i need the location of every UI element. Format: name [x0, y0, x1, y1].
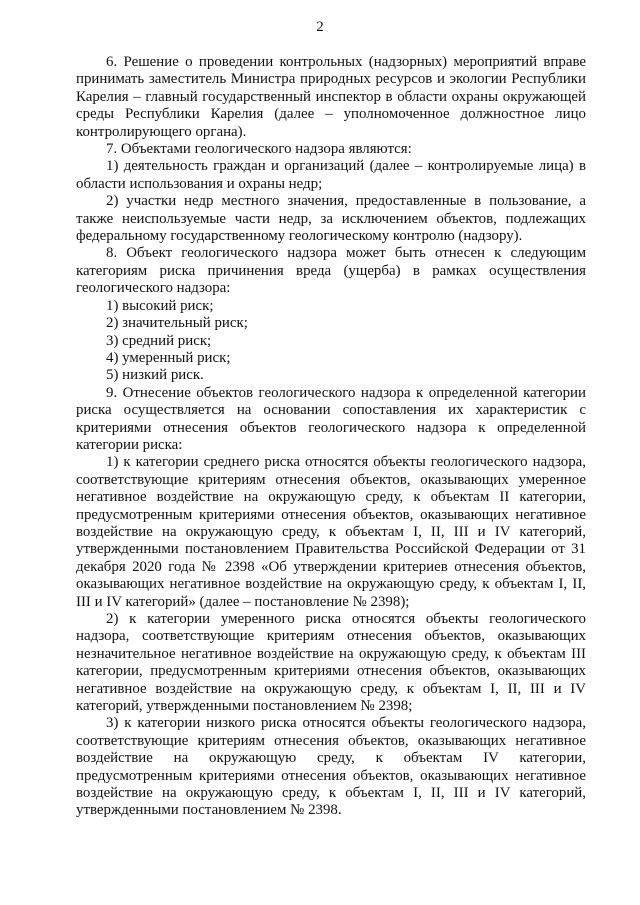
paragraph-8-item-3: 3) средний риск;	[106, 332, 212, 349]
paragraph-7-item-2: 2) участки недр местного значения, предоставленные в пользование, а также неиспользуемые части недр, за исключением объектов, подлежащих федеральному государственному геологическому контролю (надзору).	[76, 193, 586, 245]
paragraph-7: 7. Объектами геологического надзора являются:	[106, 141, 412, 158]
paragraph-8-item-4: 4) умеренный риск;	[106, 349, 231, 366]
document-body	[76, 54, 586, 820]
paragraph-7-item-1: 1) деятельность граждан и организаций (далее – контролируемые лица) в области использования и охраны недр;	[76, 158, 586, 192]
page-number: 2	[316, 19, 324, 35]
paragraph-8: 8. Объект геологического надзора может быть отнесен к следующим категориям риска причинения вреда (ущерба) в рамках осуществления геологического надзора:	[76, 245, 586, 297]
paragraph-8-item-5: 5) низкий риск.	[106, 367, 204, 384]
paragraph-6: 6. Решение о проведении контрольных (надзорных) мероприятий вправе принимать заместитель Министра природных ресурсов и экологии Республики Карелия – главный государственный инспектор в области охраны окружающей среды Республики Карелия (далее – уполномоченное должностное лицо контролирующего органа).	[76, 54, 586, 140]
paragraph-9-item-1: 1) к категории среднего риска относятся объекты геологического надзора, соответствующие критериям отнесения объектов, оказывающих умеренное негативное воздействие на окружающую среду, к объектам II категории, предусмотренным критериями отнесения объектов, оказывающих негативное воздействие на окружающую среду, к объектам I, II, III и IV категорий, утвержденными постановлением Правительства Российской Федерации от 31 декабря 2020 года № 2398 «Об утверждении критериев отнесения объектов, оказывающих негативное воздействие на окружающую среду, к объектам I, II, III и IV категорий» (далее – постановление № 2398);	[76, 454, 586, 610]
paragraph-8-item-1: 1) высокий риск;	[106, 297, 214, 314]
paragraph-9-item-2: 2) к категории умеренного риска относятся объекты геологического надзора, соответствующие критериям отнесения объектов, оказывающих незначительное негативное воздействие на окружающую среду, к объектам III категории, предусмотренным критериями отнесения объектов, оказывающих негативное воздействие на окружающую среду, к объектам I, II, III и IV категорий, утвержденными постановлением № 2398;	[76, 611, 586, 715]
paragraph-9-item-3: 3) к категории низкого риска относятся объекты геологического надзора, соответствующие критериям отнесения объектов, оказывающих негативное воздействие на окружающую среду, к объектам IV категории, предусмотренным критериями отнесения объектов, оказывающих негативное воздействие на окружающую среду, к объектам I, II, III и IV категорий, утвержденными постановлением № 2398.	[76, 715, 586, 819]
paragraph-8-item-2: 2) значительный риск;	[106, 315, 248, 332]
paragraph-9: 9. Отнесение объектов геологического надзора к определенной категории риска осуществляется на основании сопоставления их характеристик с критериями отнесения объектов геологического надзора к определенной категории риска:	[76, 384, 586, 453]
